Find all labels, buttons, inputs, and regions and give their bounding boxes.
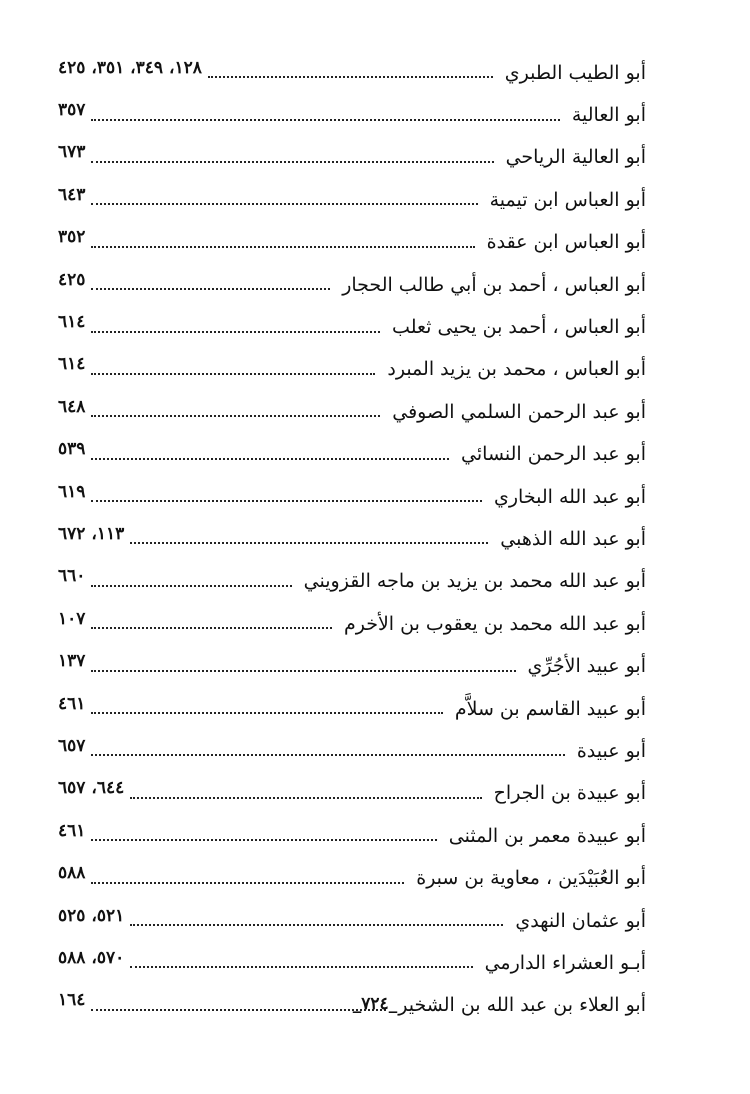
entry-pages: ٤٢٥	[58, 269, 86, 290]
page-number: _٧٢٤_	[352, 994, 398, 1014]
entry-pages: ٤٦١	[58, 820, 86, 841]
entry-name: أبو العباس ابن تيمية	[489, 188, 646, 211]
entry-name: أبو عبد الله محمد بن يزيد بن ماجه القزويني	[303, 570, 646, 593]
entry-pages: ٦١٩	[58, 481, 86, 502]
index-entry	[58, 603, 646, 645]
index-entry	[58, 688, 646, 730]
entry-name: أبو عبيدة معمر بن المثنى	[448, 824, 646, 847]
index-entry	[58, 137, 646, 179]
entry-pages: ٥٧٠، ٥٨٨	[58, 947, 125, 968]
index-entry	[58, 815, 646, 857]
entry-name: أبو العُبَيْدَين ، معاوية بن سبرة	[416, 867, 646, 890]
entry-pages: ٦١٤	[58, 312, 86, 333]
entry-pages: ١٦٤	[58, 990, 86, 1011]
entry-pages: ٥٣٩	[58, 439, 86, 460]
entry-name: أبو عثمان النهدي	[515, 909, 646, 932]
index-entry	[58, 349, 646, 391]
index-entry	[58, 773, 646, 815]
index-entry	[58, 857, 646, 899]
entry-name: أبو عبيدة	[576, 739, 646, 762]
entry-name: أبو العلاء بن عبد الله بن الشخير	[398, 994, 646, 1017]
index-entry	[58, 434, 646, 476]
entry-name: أبـو العشراء الدارمي	[484, 951, 646, 974]
entry-pages: ٣٥٢	[58, 227, 86, 248]
leader-dots	[130, 966, 472, 968]
entry-name: أبو العباس ، أحمد بن يحيى ثعلب	[392, 316, 646, 339]
leader-dots	[91, 670, 515, 672]
index-entry	[58, 222, 646, 264]
leader-dots	[91, 288, 330, 290]
entry-name: أبو عبد الرحمن السلمي الصوفي	[392, 400, 646, 423]
leader-dots	[91, 203, 477, 205]
index-entry	[58, 306, 646, 348]
leader-dots	[91, 627, 332, 629]
entry-pages: ٦٤٣	[58, 184, 86, 205]
index-entry	[58, 94, 646, 136]
entry-name: أبو عبد الله الذهبي	[500, 527, 646, 550]
entry-name: أبو عبيد القاسم بن سلاَّم	[454, 697, 646, 720]
index-entry	[58, 518, 646, 560]
leader-dots	[91, 458, 449, 460]
entry-name: أبو الطيب الطبري	[504, 61, 646, 84]
entry-name: أبو عبيد الأجُرِّي	[527, 655, 646, 678]
index-entry	[58, 179, 646, 221]
entry-name: أبو العالية	[571, 104, 646, 127]
entry-pages: ١٣٧	[58, 651, 86, 672]
entry-name: أبو عبيدة بن الجراح	[493, 782, 646, 805]
leader-dots	[91, 161, 493, 163]
index-entry	[58, 391, 646, 433]
entry-pages: ٦٤٨	[58, 396, 86, 417]
leader-dots	[130, 542, 488, 544]
leader-dots	[91, 712, 442, 714]
entry-name: أبو العباس ، محمد بن يزيد المبرد	[387, 358, 646, 381]
leader-dots	[91, 500, 482, 502]
leader-dots	[130, 924, 503, 926]
entry-name: أبو عبد الرحمن النسائي	[461, 443, 646, 466]
entry-name: أبو العباس ، أحمد بن أبي طالب الحجار	[342, 273, 646, 296]
entry-pages: ٦٥٧	[58, 735, 86, 756]
entry-name: أبو عبد الله البخاري	[494, 485, 646, 508]
leader-dots	[91, 373, 375, 375]
leader-dots	[91, 415, 380, 417]
entry-pages: ٣٥٧	[58, 100, 86, 121]
index-entry	[58, 476, 646, 518]
index-list	[58, 52, 646, 1027]
entry-name: أبو عبد الله محمد بن يعقوب بن الأخرم	[343, 612, 646, 635]
leader-dots	[91, 585, 291, 587]
entry-pages: ٥٢١، ٥٢٥	[58, 905, 125, 926]
index-entry	[58, 52, 646, 94]
entry-name: أبو العالية الرياحي	[505, 146, 646, 169]
index-entry	[58, 730, 646, 772]
index-entry	[58, 561, 646, 603]
leader-dots	[130, 797, 481, 799]
entry-pages: ١٠٧	[58, 608, 86, 629]
entry-pages: ٥٨٨	[58, 863, 86, 884]
leader-dots	[208, 76, 493, 78]
entry-pages: ١١٣، ٦٧٢	[58, 523, 125, 544]
leader-dots	[91, 246, 474, 248]
entry-pages: ٦٤٤، ٦٥٧	[58, 778, 125, 799]
entry-pages: ٤٦١	[58, 693, 86, 714]
leader-dots	[91, 882, 404, 884]
index-entry	[58, 942, 646, 984]
entry-pages: ١٢٨، ٣٤٩، ٣٥١، ٤٢٥	[58, 57, 202, 78]
leader-dots	[91, 331, 380, 333]
leader-dots	[91, 754, 564, 756]
leader-dots	[91, 839, 436, 841]
entry-pages: ٦٧٣	[58, 142, 86, 163]
index-entry	[58, 900, 646, 942]
entry-pages: ٦٦٠	[58, 566, 86, 587]
leader-dots	[91, 119, 559, 121]
index-entry	[58, 264, 646, 306]
index-entry	[58, 645, 646, 687]
entry-pages: ٦١٤	[58, 354, 86, 375]
entry-name: أبو العباس ابن عقدة	[486, 231, 646, 254]
